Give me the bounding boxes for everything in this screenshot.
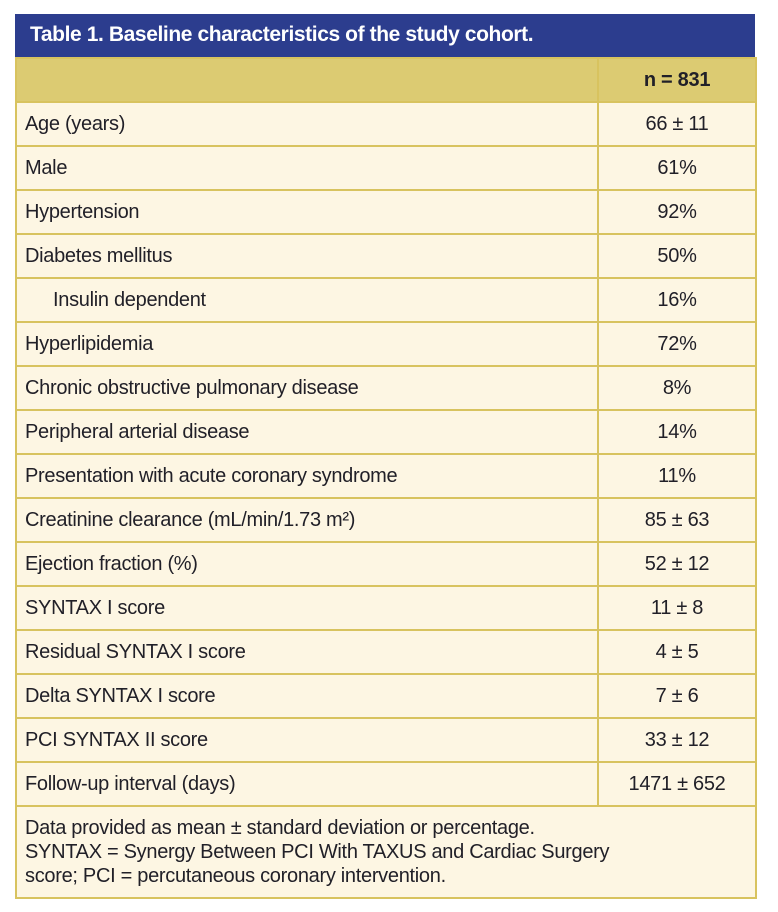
row-value: 8% <box>598 366 756 410</box>
footnote-line-1: Data provided as mean ± standard deviation or percentage. <box>25 817 535 839</box>
table-row <box>16 762 756 806</box>
row-value: 4 ± 5 <box>598 630 756 674</box>
footnote <box>16 806 756 898</box>
row-label: Insulin dependent <box>16 278 598 322</box>
row-label: Residual SYNTAX I score <box>16 630 598 674</box>
table-body <box>16 102 756 806</box>
header-row <box>16 58 756 102</box>
table-row <box>16 498 756 542</box>
header-characteristic-cell <box>16 58 598 102</box>
table-row <box>16 718 756 762</box>
footnote-line-2: SYNTAX = Synergy Between PCI With TAXUS and Cardiac Surgery <box>25 841 610 863</box>
row-value: 33 ± 12 <box>598 718 756 762</box>
row-value: 11% <box>598 454 756 498</box>
header-n-cell: n = 831 <box>598 58 756 102</box>
table-row <box>16 674 756 718</box>
table-row <box>16 410 756 454</box>
row-value: 92% <box>598 190 756 234</box>
table-row <box>16 366 756 410</box>
row-value: 1471 ± 652 <box>598 762 756 806</box>
row-label: Male <box>16 146 598 190</box>
table-1-card <box>15 14 755 899</box>
row-value: 14% <box>598 410 756 454</box>
table-row <box>16 454 756 498</box>
baseline-characteristics-table <box>15 57 757 899</box>
table-title: Table 1. Baseline characteristics of the study cohort. <box>15 14 755 57</box>
row-value: 61% <box>598 146 756 190</box>
row-value: 72% <box>598 322 756 366</box>
row-label: Follow-up interval (days) <box>16 762 598 806</box>
row-value: 50% <box>598 234 756 278</box>
row-label: Presentation with acute coronary syndrome <box>16 454 598 498</box>
table-row <box>16 278 756 322</box>
table-row <box>16 586 756 630</box>
table-row <box>16 542 756 586</box>
row-label: Age (years) <box>16 102 598 146</box>
row-value: 7 ± 6 <box>598 674 756 718</box>
row-value: 52 ± 12 <box>598 542 756 586</box>
footnote-row <box>16 806 756 898</box>
row-label: SYNTAX I score <box>16 586 598 630</box>
row-value: 11 ± 8 <box>598 586 756 630</box>
row-value: 85 ± 63 <box>598 498 756 542</box>
table-row <box>16 146 756 190</box>
table-row <box>16 102 756 146</box>
table-row <box>16 630 756 674</box>
row-label: Chronic obstructive pulmonary disease <box>16 366 598 410</box>
row-label: Peripheral arterial disease <box>16 410 598 454</box>
table-row <box>16 322 756 366</box>
row-label: Ejection fraction (%) <box>16 542 598 586</box>
row-label: PCI SYNTAX II score <box>16 718 598 762</box>
table-row <box>16 234 756 278</box>
row-label: Hyperlipidemia <box>16 322 598 366</box>
row-label: Creatinine clearance (mL/min/1.73 m²) <box>16 498 598 542</box>
row-value: 66 ± 11 <box>598 102 756 146</box>
table-row <box>16 190 756 234</box>
row-label: Diabetes mellitus <box>16 234 598 278</box>
row-label: Delta SYNTAX I score <box>16 674 598 718</box>
row-value: 16% <box>598 278 756 322</box>
row-label: Hypertension <box>16 190 598 234</box>
footnote-line-3: score; PCI = percutaneous coronary intervention. <box>25 865 446 887</box>
